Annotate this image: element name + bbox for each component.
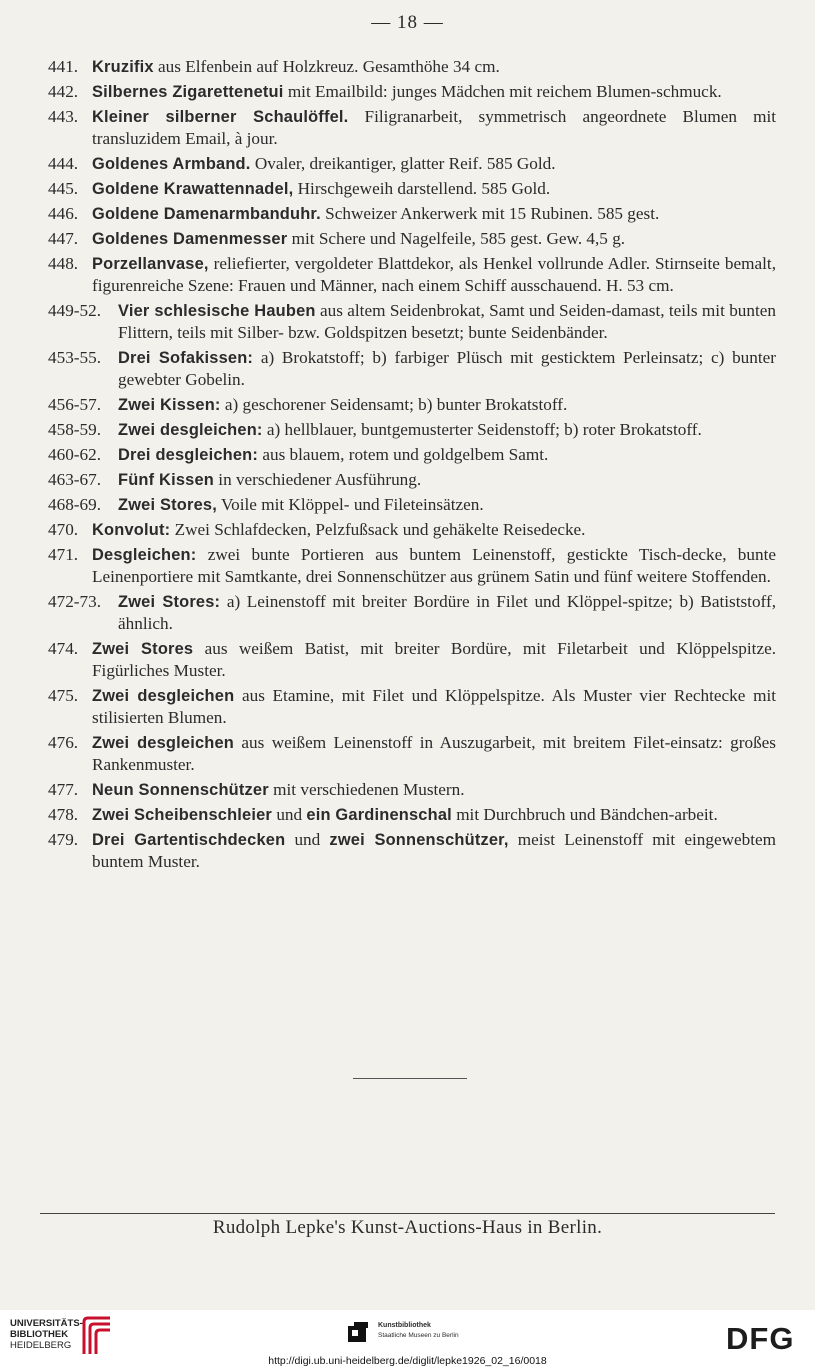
lot-number: 476. xyxy=(48,733,79,752)
lot-entry xyxy=(48,444,776,466)
footer-rule xyxy=(40,1213,775,1214)
lot-title: Zwei desgleichen: xyxy=(118,421,263,439)
lot-number: 468-69. xyxy=(48,495,101,514)
lot-number: 448. xyxy=(48,254,79,273)
lot-entry xyxy=(48,394,776,416)
lot-entry xyxy=(48,300,776,344)
lot-description xyxy=(92,153,776,175)
lot-title: Zwei Stores, xyxy=(118,496,217,514)
dfg-logo[interactable]: DFG xyxy=(726,1321,795,1356)
lot-text: aus weißem Leinenstoff in Auszugarbeit, mit breitem Filet-einsatz: großes Rankenmuster. xyxy=(92,733,776,774)
lot-entry xyxy=(48,253,776,297)
lot-entry xyxy=(48,544,776,588)
lot-title: Vier schlesische Hauben xyxy=(118,302,316,320)
lot-description xyxy=(92,779,776,801)
lot-number: 471. xyxy=(48,545,79,564)
kunstbibliothek-name: Kunstbibliothek xyxy=(378,1322,431,1329)
lot-description xyxy=(92,56,776,78)
lot-description xyxy=(118,394,776,416)
lot-title: Zwei Stores xyxy=(92,640,194,658)
lot-description xyxy=(92,178,776,200)
page-number: — 18 — xyxy=(371,12,444,33)
lot-entry xyxy=(48,81,776,103)
lot-text: aus Etamine, mit Filet und Klöppelspitze. Als Muster vier Rechtecke mit stilisierten Blumen. xyxy=(92,686,776,727)
lot-description xyxy=(118,469,776,491)
lot-number: 453-55. xyxy=(48,348,101,367)
university-library-logo[interactable] xyxy=(10,1318,83,1351)
library-logo-line1: UNIVERSITÄTS- xyxy=(10,1318,83,1329)
lot-text: aus altem Seidenbrokat, Samt und Seiden-damast, teils mit bunten Flittern, teils mit Silber- bzw. Goldspitzen besetzt; bunte Seidenbänder. xyxy=(118,301,776,342)
lot-number: 478. xyxy=(48,805,79,824)
lot-description xyxy=(118,419,776,441)
lot-number: 472-73. xyxy=(48,592,101,611)
lot-description xyxy=(92,732,776,776)
lot-title: Zwei Stores: xyxy=(118,593,221,611)
lot-title: Konvolut: xyxy=(92,521,171,539)
lot-title: Neun Sonnenschützer xyxy=(92,781,269,799)
kunstbibliothek-logo[interactable] xyxy=(346,1322,459,1349)
lot-number: 477. xyxy=(48,780,79,799)
lot-text: in verschiedener Ausführung. xyxy=(214,470,422,489)
lot-text-secondary: mit Durchbruch und Bändchen-arbeit. xyxy=(451,805,718,824)
lot-entry xyxy=(48,203,776,225)
lot-description xyxy=(92,804,776,826)
lot-text: a) hellblauer, buntgemusterter Seidenstoff; b) roter Brokatstoff. xyxy=(262,420,702,439)
lot-number: 449-52. xyxy=(48,301,101,320)
lot-entry xyxy=(48,106,776,150)
lot-number: 458-59. xyxy=(48,420,101,439)
lot-text: mit verschiedenen Mustern. xyxy=(268,780,465,799)
lot-title: Goldene Krawattennadel, xyxy=(92,180,294,198)
lot-entry xyxy=(48,591,776,635)
library-emblem-icon xyxy=(80,1316,116,1356)
lot-number: 474. xyxy=(48,639,79,658)
lot-title: Kruzifix xyxy=(92,58,154,76)
lot-entry xyxy=(48,829,776,873)
lot-title: Zwei desgleichen xyxy=(92,687,235,705)
lot-entry xyxy=(48,732,776,776)
lot-number: 446. xyxy=(48,204,79,223)
lot-title: Drei desgleichen: xyxy=(118,446,259,464)
lot-title: Goldenes Armband. xyxy=(92,155,251,173)
lot-description xyxy=(118,494,776,516)
lot-description xyxy=(92,829,776,873)
lot-entry xyxy=(48,178,776,200)
library-logo-line2: BIBLIOTHEK xyxy=(10,1329,69,1340)
lot-title: Desgleichen: xyxy=(92,546,197,564)
lot-description xyxy=(92,685,776,729)
lot-title: Zwei Scheibenschleier xyxy=(92,806,273,824)
lot-text: reliefierter, vergoldeter Blattdekor, als Henkel vollrunde Adler. Stirnseite bemalt, figurenreiche Szene: Frauen und Männer, nach einem Schiff ausschauend. H. 53 cm. xyxy=(92,254,776,295)
lot-title: Goldenes Damenmesser xyxy=(92,230,288,248)
lot-text: Zwei Schlafdecken, Pelzfußsack und gehäkelte Reisedecke. xyxy=(170,520,586,539)
lot-description xyxy=(92,228,776,250)
kunstbibliothek-subtitle: Staatliche Museen zu Berlin xyxy=(378,1332,459,1339)
lot-number: 441. xyxy=(48,57,79,76)
lot-number: 470. xyxy=(48,520,79,539)
lot-title-secondary: ein Gardinenschal xyxy=(306,806,452,824)
lot-description xyxy=(118,300,776,344)
lot-text: Hirschgeweih darstellend. 585 Gold. xyxy=(293,179,551,198)
lot-text: aus blauem, rotem und goldgelbem Samt. xyxy=(258,445,549,464)
lot-number: 456-57. xyxy=(48,395,101,414)
lot-description xyxy=(92,519,776,541)
lot-title: Zwei Kissen: xyxy=(118,396,221,414)
lot-text-secondary: meist Leinenstoff mit eingewebtem buntem Muster. xyxy=(92,830,777,871)
lot-text: mit Emailbild: junges Mädchen mit reichem Blumen-schmuck. xyxy=(283,82,722,101)
lot-text: Voile mit Klöppel- und Fileteinsätzen. xyxy=(216,495,484,514)
lot-number: 444. xyxy=(48,154,79,173)
kunstbibliothek-emblem-icon xyxy=(346,1322,370,1344)
lot-entry xyxy=(48,638,776,682)
lot-text: und xyxy=(272,805,307,824)
lot-number: 460-62. xyxy=(48,445,101,464)
lot-title: Silbernes Zigarettenetui xyxy=(92,83,284,101)
lot-entry xyxy=(48,519,776,541)
lot-title: Kleiner silberner Schaulöffel. xyxy=(92,108,349,126)
lot-number: 445. xyxy=(48,179,79,198)
lot-description xyxy=(92,81,776,103)
lot-text: und xyxy=(285,830,330,849)
lot-text: aus weißem Batist, mit breiter Bordüre, mit Filetarbeit und Klöppelspitze. Figürliches Muster. xyxy=(92,639,776,680)
lot-entry xyxy=(48,779,776,801)
lot-description xyxy=(92,253,776,297)
lot-entry xyxy=(48,469,776,491)
lot-title: Goldene Damenarmbanduhr. xyxy=(92,205,321,223)
library-logo-line3: HEIDELBERG xyxy=(10,1340,72,1351)
lot-title: Porzellanvase, xyxy=(92,255,209,273)
lot-entry xyxy=(48,419,776,441)
lot-number: 475. xyxy=(48,686,79,705)
lot-number: 447. xyxy=(48,229,79,248)
lot-text: a) Brokatstoff; b) farbiger Plüsch mit gesticktem Perleinsatz; c) bunter gewebter Gobelin. xyxy=(118,348,776,389)
lot-entry xyxy=(48,228,776,250)
publisher-footer: Rudolph Lepke's Kunst-Auctions-Haus in Berlin. xyxy=(212,1217,603,1238)
lot-description xyxy=(92,544,776,588)
lot-title: Zwei desgleichen xyxy=(92,734,235,752)
lot-number: 442. xyxy=(48,82,79,101)
lot-title-secondary: zwei Sonnenschützer, xyxy=(329,831,509,849)
section-divider xyxy=(353,1078,467,1079)
lot-description xyxy=(118,444,776,466)
lot-description xyxy=(118,347,776,391)
lot-text: zwei bunte Portieren aus buntem Leinenstoff, gestickte Tisch-decke, bunte Leinenportiere mit Samtkante, drei Sonnenschützer aus grünem Satin und fünf weitere Stoffenden. xyxy=(92,545,776,586)
lot-text: mit Schere und Nagelfeile, 585 gest. Gew. 4,5 g. xyxy=(287,229,626,248)
lot-list xyxy=(48,56,776,876)
lot-title: Drei Sofakissen: xyxy=(118,349,254,367)
lot-entry xyxy=(48,56,776,78)
lot-text: Ovaler, dreikantiger, glatter Reif. 585 Gold. xyxy=(250,154,556,173)
lot-text: aus Elfenbein auf Holzkreuz. Gesamthöhe 34 cm. xyxy=(153,57,500,76)
lot-description xyxy=(118,591,776,635)
lot-entry xyxy=(48,153,776,175)
lot-description xyxy=(92,106,776,150)
lot-text: Schweizer Ankerwerk mit 15 Rubinen. 585 gest. xyxy=(320,204,660,223)
lot-entry xyxy=(48,494,776,516)
lot-title: Drei Gartentischdecken xyxy=(92,831,286,849)
permalink-url[interactable]: http://digi.ub.uni-heidelberg.de/diglit/lepke1926_02_16/0018 xyxy=(268,1355,547,1367)
lot-text: a) Leinenstoff mit breiter Bordüre in Filet und Klöppel-spitze; b) Batiststoff, ähnlich. xyxy=(118,592,776,633)
lot-title: Fünf Kissen xyxy=(118,471,214,489)
lot-text: Filigranarbeit, symmetrisch angeordnete Blumen mit transluzidem Email, à jour. xyxy=(92,107,776,148)
lot-description xyxy=(92,203,776,225)
lot-number: 463-67. xyxy=(48,470,101,489)
lot-description xyxy=(92,638,776,682)
lot-entry xyxy=(48,685,776,729)
lot-text: a) geschorener Seidensamt; b) bunter Brokatstoff. xyxy=(220,395,568,414)
lot-entry xyxy=(48,804,776,826)
lot-number: 443. xyxy=(48,107,79,126)
lot-number: 479. xyxy=(48,830,79,849)
lot-entry xyxy=(48,347,776,391)
